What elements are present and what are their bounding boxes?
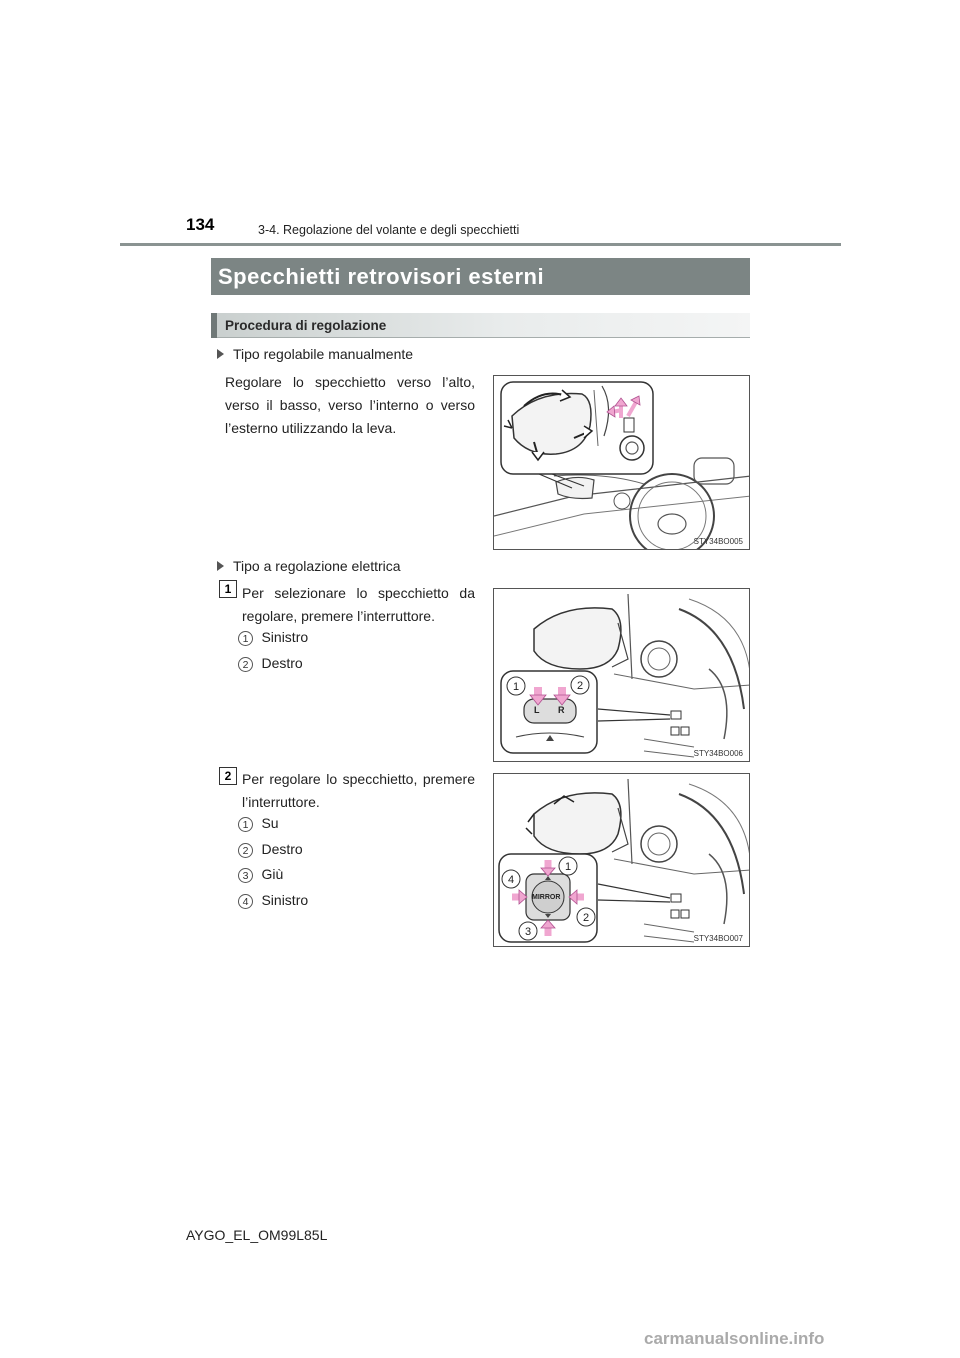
item-label: Su — [261, 815, 279, 831]
document-code: AYGO_EL_OM99L85L — [186, 1227, 328, 1243]
svg-text:4: 4 — [507, 874, 515, 886]
triangle-bullet-icon — [217, 561, 224, 571]
item-label: Giù — [261, 866, 284, 882]
item-label: Destro — [261, 655, 303, 671]
figure-code: STY34BO005 — [693, 537, 743, 546]
step2-item-3 — [238, 866, 283, 884]
svg-text:1: 1 — [564, 861, 572, 873]
svg-text:2: 2 — [582, 912, 590, 924]
step2-instructions: Per regolare lo specchietto, premere l’interruttore. — [242, 771, 475, 810]
item-number-circle: 1 — [238, 631, 253, 646]
step1-item-1 — [238, 629, 308, 647]
step2-item-1 — [238, 815, 279, 833]
subsection-title: Procedura di regolazione — [225, 318, 387, 333]
subsection-accent — [211, 313, 217, 338]
step2-item-2 — [238, 841, 303, 859]
figure-code: STY34BO007 — [693, 934, 743, 943]
figure-manual-mirror — [493, 375, 750, 550]
step-number-2: 2 — [219, 767, 237, 785]
watermark: carmanualsonline.info — [644, 1329, 825, 1348]
step1-item-2 — [238, 655, 303, 673]
item-number-circle: 2 — [238, 657, 253, 672]
chapter-title: 3-4. Regolazione del volante e degli specchietti — [258, 223, 520, 237]
manual-instructions: Regolare lo specchietto verso l’alto, verso il basso, verso l’interno o verso l’esterno utilizzando la leva. — [225, 374, 475, 436]
figure-code: STY34BO006 — [693, 749, 743, 758]
item-number-circle: 1 — [238, 817, 253, 832]
item-label: Destro — [261, 841, 303, 857]
triangle-bullet-icon — [217, 349, 224, 359]
item-label: Sinistro — [261, 629, 309, 645]
item-number-circle: 2 — [238, 843, 253, 858]
step1-instructions: Per selezionare lo specchietto da regolare, premere l’interruttore. — [242, 585, 475, 624]
step-number-1: 1 — [219, 580, 237, 598]
svg-text:2: 2 — [576, 680, 584, 692]
switch-left-label: L — [534, 705, 540, 715]
item-number-circle: 3 — [238, 868, 253, 883]
step2-item-4 — [238, 892, 308, 910]
svg-text:1: 1 — [512, 681, 520, 693]
switch-right-label: R — [558, 705, 565, 715]
figure-mirror-adjust — [493, 773, 750, 947]
bullet-manual — [217, 346, 413, 362]
bullet-electric — [217, 558, 401, 574]
page-number: 134 — [186, 215, 215, 234]
bullet-manual-label: Tipo regolabile manualmente — [233, 346, 414, 362]
bullet-electric-label: Tipo a regolazione elettrica — [233, 558, 401, 574]
item-label: Sinistro — [261, 892, 309, 908]
figure-mirror-select — [493, 588, 750, 762]
section-title: Specchietti retrovisori esterni — [211, 258, 750, 295]
subsection-bar — [211, 313, 750, 338]
item-number-circle: 4 — [238, 894, 253, 909]
svg-text:3: 3 — [524, 926, 532, 938]
header-rule — [120, 243, 841, 246]
mirror-switch-label: MIRROR — [532, 894, 561, 901]
